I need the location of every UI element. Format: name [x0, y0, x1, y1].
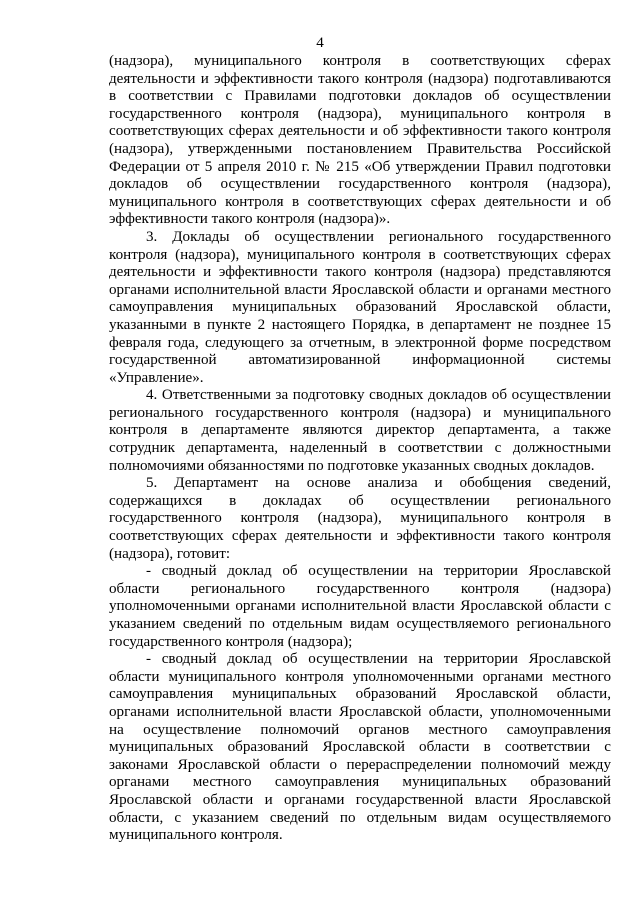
paragraph-continuation: (надзора), муниципального контроля в соответствующих сферах деятельности и эффективности такого контроля (надзора) подготавливаются в соответствии с Правилами подготовки докладов об осуществлении государственного контроля (надзора), муниципального контроля в соответствующих сферах деятельности и об эффективности такого контроля (надзора), утвержденными постановлением Правительства Российской Федерации от 5 апреля 2010 г. № 215 «Об утверждении Правил подготовки докладов об осуществлении государственного контроля (надзора), муниципального контроля в соответствующих сферах деятельности и об эффективности такого контроля (надзора)». [109, 53, 611, 228]
paragraph-item-4: 4. Ответственными за подготовку сводных докладов об осуществлении регионального государственного контроля (надзора) и муниципального контроля в департаменте являются директор департамента, а также сотрудник департамента, наделенный в соответствии с должностными полномочиями обязанностями по подготовке указанных сводных докладов. [109, 387, 611, 474]
paragraph-item-5: 5. Департамент на основе анализа и обобщения сведений, содержащихся в докладах об осуществлении регионального государственного контроля (надзора), муниципального контроля в соответствующих сферах деятельности и эффективности такого контроля (надзора), готовит: [109, 475, 611, 562]
list-item-regional-report: - сводный доклад об осуществлении на территории Ярославской области регионального государственного контроля (надзора) уполномоченными органами исполнительной власти Ярославской области с указанием сведений по отдельным видам осуществляемого регионального государственного контроля (надзора); [109, 563, 611, 650]
paragraph-item-3: 3. Доклады об осуществлении регионального государственного контроля (надзора), муниципального контроля в соответствующих сферах деятельности и эффективности такого контроля (надзора) представляются органами исполнительной власти Ярославской области и органами местного самоуправления муниципальных образований Ярославской области, указанными в пункте 2 настоящего Порядка, в департамент не позднее 15 февраля года, следующего за отчетным, в электронной форме посредством государственной автоматизированной информационной системы «Управление». [109, 228, 611, 386]
document-body [109, 53, 611, 845]
page-number: 4 [316, 35, 324, 51]
list-item-municipal-report: - сводный доклад об осуществлении на территории Ярославской области муниципального контроля уполномоченными органами местного самоуправления муниципальных образований Ярославской области, органами исполнительной власти Ярославской области, уполномоченными на осуществление полномочий органов местного самоуправления муниципальных образований Ярославской области в соответствии с законами Ярославской области о перераспределении полномочий между органами местного самоуправления муниципальных образований Ярославской области и органами государственной власти Ярославской области, с указанием сведений по отдельным видам осуществляемого муниципального контроля. [109, 651, 611, 844]
